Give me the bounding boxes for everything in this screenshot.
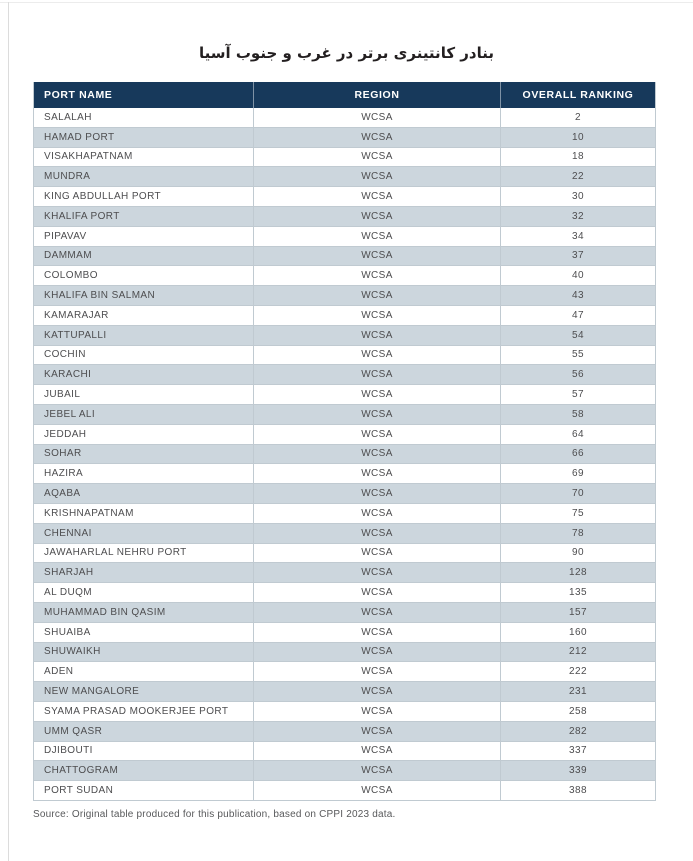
port-name-cell: SHARJAH xyxy=(34,563,254,583)
region-cell: WCSA xyxy=(254,286,501,306)
table-row xyxy=(34,503,656,523)
region-cell: WCSA xyxy=(254,464,501,484)
ranking-cell: 30 xyxy=(501,187,656,207)
port-name-cell: CHATTOGRAM xyxy=(34,761,254,781)
table-row xyxy=(34,345,656,365)
port-name-cell: AQABA xyxy=(34,484,254,504)
port-name-cell: SOHAR xyxy=(34,444,254,464)
region-cell: WCSA xyxy=(254,246,501,266)
column-header-region: REGION xyxy=(254,82,501,108)
ranking-cell: 337 xyxy=(501,741,656,761)
table-row xyxy=(34,701,656,721)
port-name-cell: SALALAH xyxy=(34,108,254,127)
region-cell: WCSA xyxy=(254,266,501,286)
region-cell: WCSA xyxy=(254,345,501,365)
region-cell: WCSA xyxy=(254,365,501,385)
port-name-cell: JEDDAH xyxy=(34,424,254,444)
port-name-cell: NEW MANGALORE xyxy=(34,682,254,702)
port-name-cell: KAMARAJAR xyxy=(34,305,254,325)
table-row xyxy=(34,167,656,187)
table-title: بنادر کانتینری برتر در غرب و جنوب آسیا xyxy=(198,44,494,62)
port-name-cell: COLOMBO xyxy=(34,266,254,286)
region-cell: WCSA xyxy=(254,147,501,167)
region-cell: WCSA xyxy=(254,721,501,741)
region-cell: WCSA xyxy=(254,682,501,702)
table-row xyxy=(34,187,656,207)
table-row xyxy=(34,147,656,167)
region-cell: WCSA xyxy=(254,523,501,543)
region-cell: WCSA xyxy=(254,761,501,781)
ranking-cell: 47 xyxy=(501,305,656,325)
ranking-cell: 339 xyxy=(501,761,656,781)
port-name-cell: SHUWAIKH xyxy=(34,642,254,662)
ranking-cell: 75 xyxy=(501,503,656,523)
table-row xyxy=(34,325,656,345)
table-row xyxy=(34,484,656,504)
page-edge-left xyxy=(8,2,9,861)
ranking-cell: 160 xyxy=(501,622,656,642)
region-cell: WCSA xyxy=(254,701,501,721)
ranking-cell: 212 xyxy=(501,642,656,662)
region-cell: WCSA xyxy=(254,543,501,563)
port-name-cell: KATTUPALLI xyxy=(34,325,254,345)
port-name-cell: VISAKHAPATNAM xyxy=(34,147,254,167)
ranking-cell: 258 xyxy=(501,701,656,721)
source-note: Source: Original table produced for this publication, based on CPPI 2023 data. xyxy=(33,809,396,820)
table-row xyxy=(34,108,656,127)
port-name-cell: JEBEL ALI xyxy=(34,404,254,424)
page-edge-top xyxy=(0,2,693,3)
table-row xyxy=(34,464,656,484)
port-name-cell: JUBAIL xyxy=(34,385,254,405)
ranking-cell: 18 xyxy=(501,147,656,167)
table-row xyxy=(34,365,656,385)
table-row xyxy=(34,682,656,702)
ranking-cell: 66 xyxy=(501,444,656,464)
ranking-cell: 34 xyxy=(501,226,656,246)
region-cell: WCSA xyxy=(254,741,501,761)
ranking-cell: 64 xyxy=(501,424,656,444)
port-name-cell: MUNDRA xyxy=(34,167,254,187)
region-cell: WCSA xyxy=(254,563,501,583)
table-row xyxy=(34,563,656,583)
table-row xyxy=(34,266,656,286)
table-header xyxy=(34,82,656,108)
region-cell: WCSA xyxy=(254,167,501,187)
port-name-cell: DAMMAM xyxy=(34,246,254,266)
ranking-cell: 128 xyxy=(501,563,656,583)
ranking-cell: 231 xyxy=(501,682,656,702)
port-name-cell: ADEN xyxy=(34,662,254,682)
port-name-cell: KRISHNAPATNAM xyxy=(34,503,254,523)
ranking-cell: 55 xyxy=(501,345,656,365)
port-name-cell: PIPAVAV xyxy=(34,226,254,246)
ranking-cell: 10 xyxy=(501,127,656,147)
table-row xyxy=(34,642,656,662)
region-cell: WCSA xyxy=(254,226,501,246)
region-cell: WCSA xyxy=(254,187,501,207)
ranking-cell: 43 xyxy=(501,286,656,306)
region-cell: WCSA xyxy=(254,781,501,801)
table-row xyxy=(34,523,656,543)
ranking-cell: 388 xyxy=(501,781,656,801)
table-row xyxy=(34,444,656,464)
table-row xyxy=(34,662,656,682)
ranking-cell: 222 xyxy=(501,662,656,682)
region-cell: WCSA xyxy=(254,622,501,642)
ranking-cell: 58 xyxy=(501,404,656,424)
port-name-cell: KHALIFA BIN SALMAN xyxy=(34,286,254,306)
region-cell: WCSA xyxy=(254,484,501,504)
column-header-port-name: PORT NAME xyxy=(34,82,254,108)
column-header-overall-ranking: OVERALL RANKING xyxy=(501,82,656,108)
ranking-cell: 37 xyxy=(501,246,656,266)
region-cell: WCSA xyxy=(254,503,501,523)
table-row xyxy=(34,583,656,603)
port-name-cell: PORT SUDAN xyxy=(34,781,254,801)
ranking-cell: 22 xyxy=(501,167,656,187)
table-row xyxy=(34,543,656,563)
ranking-cell: 2 xyxy=(501,108,656,127)
region-cell: WCSA xyxy=(254,108,501,127)
region-cell: WCSA xyxy=(254,583,501,603)
port-name-cell: DJIBOUTI xyxy=(34,741,254,761)
ranking-cell: 78 xyxy=(501,523,656,543)
table-row xyxy=(34,404,656,424)
port-name-cell: KHALIFA PORT xyxy=(34,206,254,226)
region-cell: WCSA xyxy=(254,642,501,662)
region-cell: WCSA xyxy=(254,325,501,345)
ranking-cell: 54 xyxy=(501,325,656,345)
ranking-cell: 157 xyxy=(501,602,656,622)
table-row xyxy=(34,424,656,444)
port-name-cell: COCHIN xyxy=(34,345,254,365)
table-body xyxy=(34,108,656,800)
table-row xyxy=(34,622,656,642)
port-name-cell: HAZIRA xyxy=(34,464,254,484)
region-cell: WCSA xyxy=(254,305,501,325)
port-name-cell: JAWAHARLAL NEHRU PORT xyxy=(34,543,254,563)
port-name-cell: KARACHI xyxy=(34,365,254,385)
table-row xyxy=(34,741,656,761)
ranking-cell: 282 xyxy=(501,721,656,741)
port-name-cell: HAMAD PORT xyxy=(34,127,254,147)
port-name-cell: SHUAIBA xyxy=(34,622,254,642)
region-cell: WCSA xyxy=(254,662,501,682)
table-row xyxy=(34,226,656,246)
region-cell: WCSA xyxy=(254,602,501,622)
table-row xyxy=(34,761,656,781)
ranking-cell: 69 xyxy=(501,464,656,484)
port-name-cell: CHENNAI xyxy=(34,523,254,543)
table-row xyxy=(34,206,656,226)
table-row xyxy=(34,286,656,306)
ports-ranking-table xyxy=(33,82,656,801)
table-row xyxy=(34,385,656,405)
table-row xyxy=(34,246,656,266)
ranking-cell: 32 xyxy=(501,206,656,226)
region-cell: WCSA xyxy=(254,385,501,405)
header-row xyxy=(34,82,656,108)
region-cell: WCSA xyxy=(254,424,501,444)
table-row xyxy=(34,781,656,801)
port-name-cell: UMM QASR xyxy=(34,721,254,741)
port-name-cell: SYAMA PRASAD MOOKERJEE PORT xyxy=(34,701,254,721)
region-cell: WCSA xyxy=(254,404,501,424)
port-name-cell: AL DUQM xyxy=(34,583,254,603)
ranking-cell: 40 xyxy=(501,266,656,286)
table-row xyxy=(34,305,656,325)
ranking-cell: 135 xyxy=(501,583,656,603)
region-cell: WCSA xyxy=(254,127,501,147)
ranking-cell: 70 xyxy=(501,484,656,504)
region-cell: WCSA xyxy=(254,206,501,226)
ranking-cell: 56 xyxy=(501,365,656,385)
region-cell: WCSA xyxy=(254,444,501,464)
port-name-cell: KING ABDULLAH PORT xyxy=(34,187,254,207)
table-row xyxy=(34,602,656,622)
table-row xyxy=(34,721,656,741)
table-row xyxy=(34,127,656,147)
ranking-cell: 57 xyxy=(501,385,656,405)
port-name-cell: MUHAMMAD BIN QASIM xyxy=(34,602,254,622)
ranking-cell: 90 xyxy=(501,543,656,563)
